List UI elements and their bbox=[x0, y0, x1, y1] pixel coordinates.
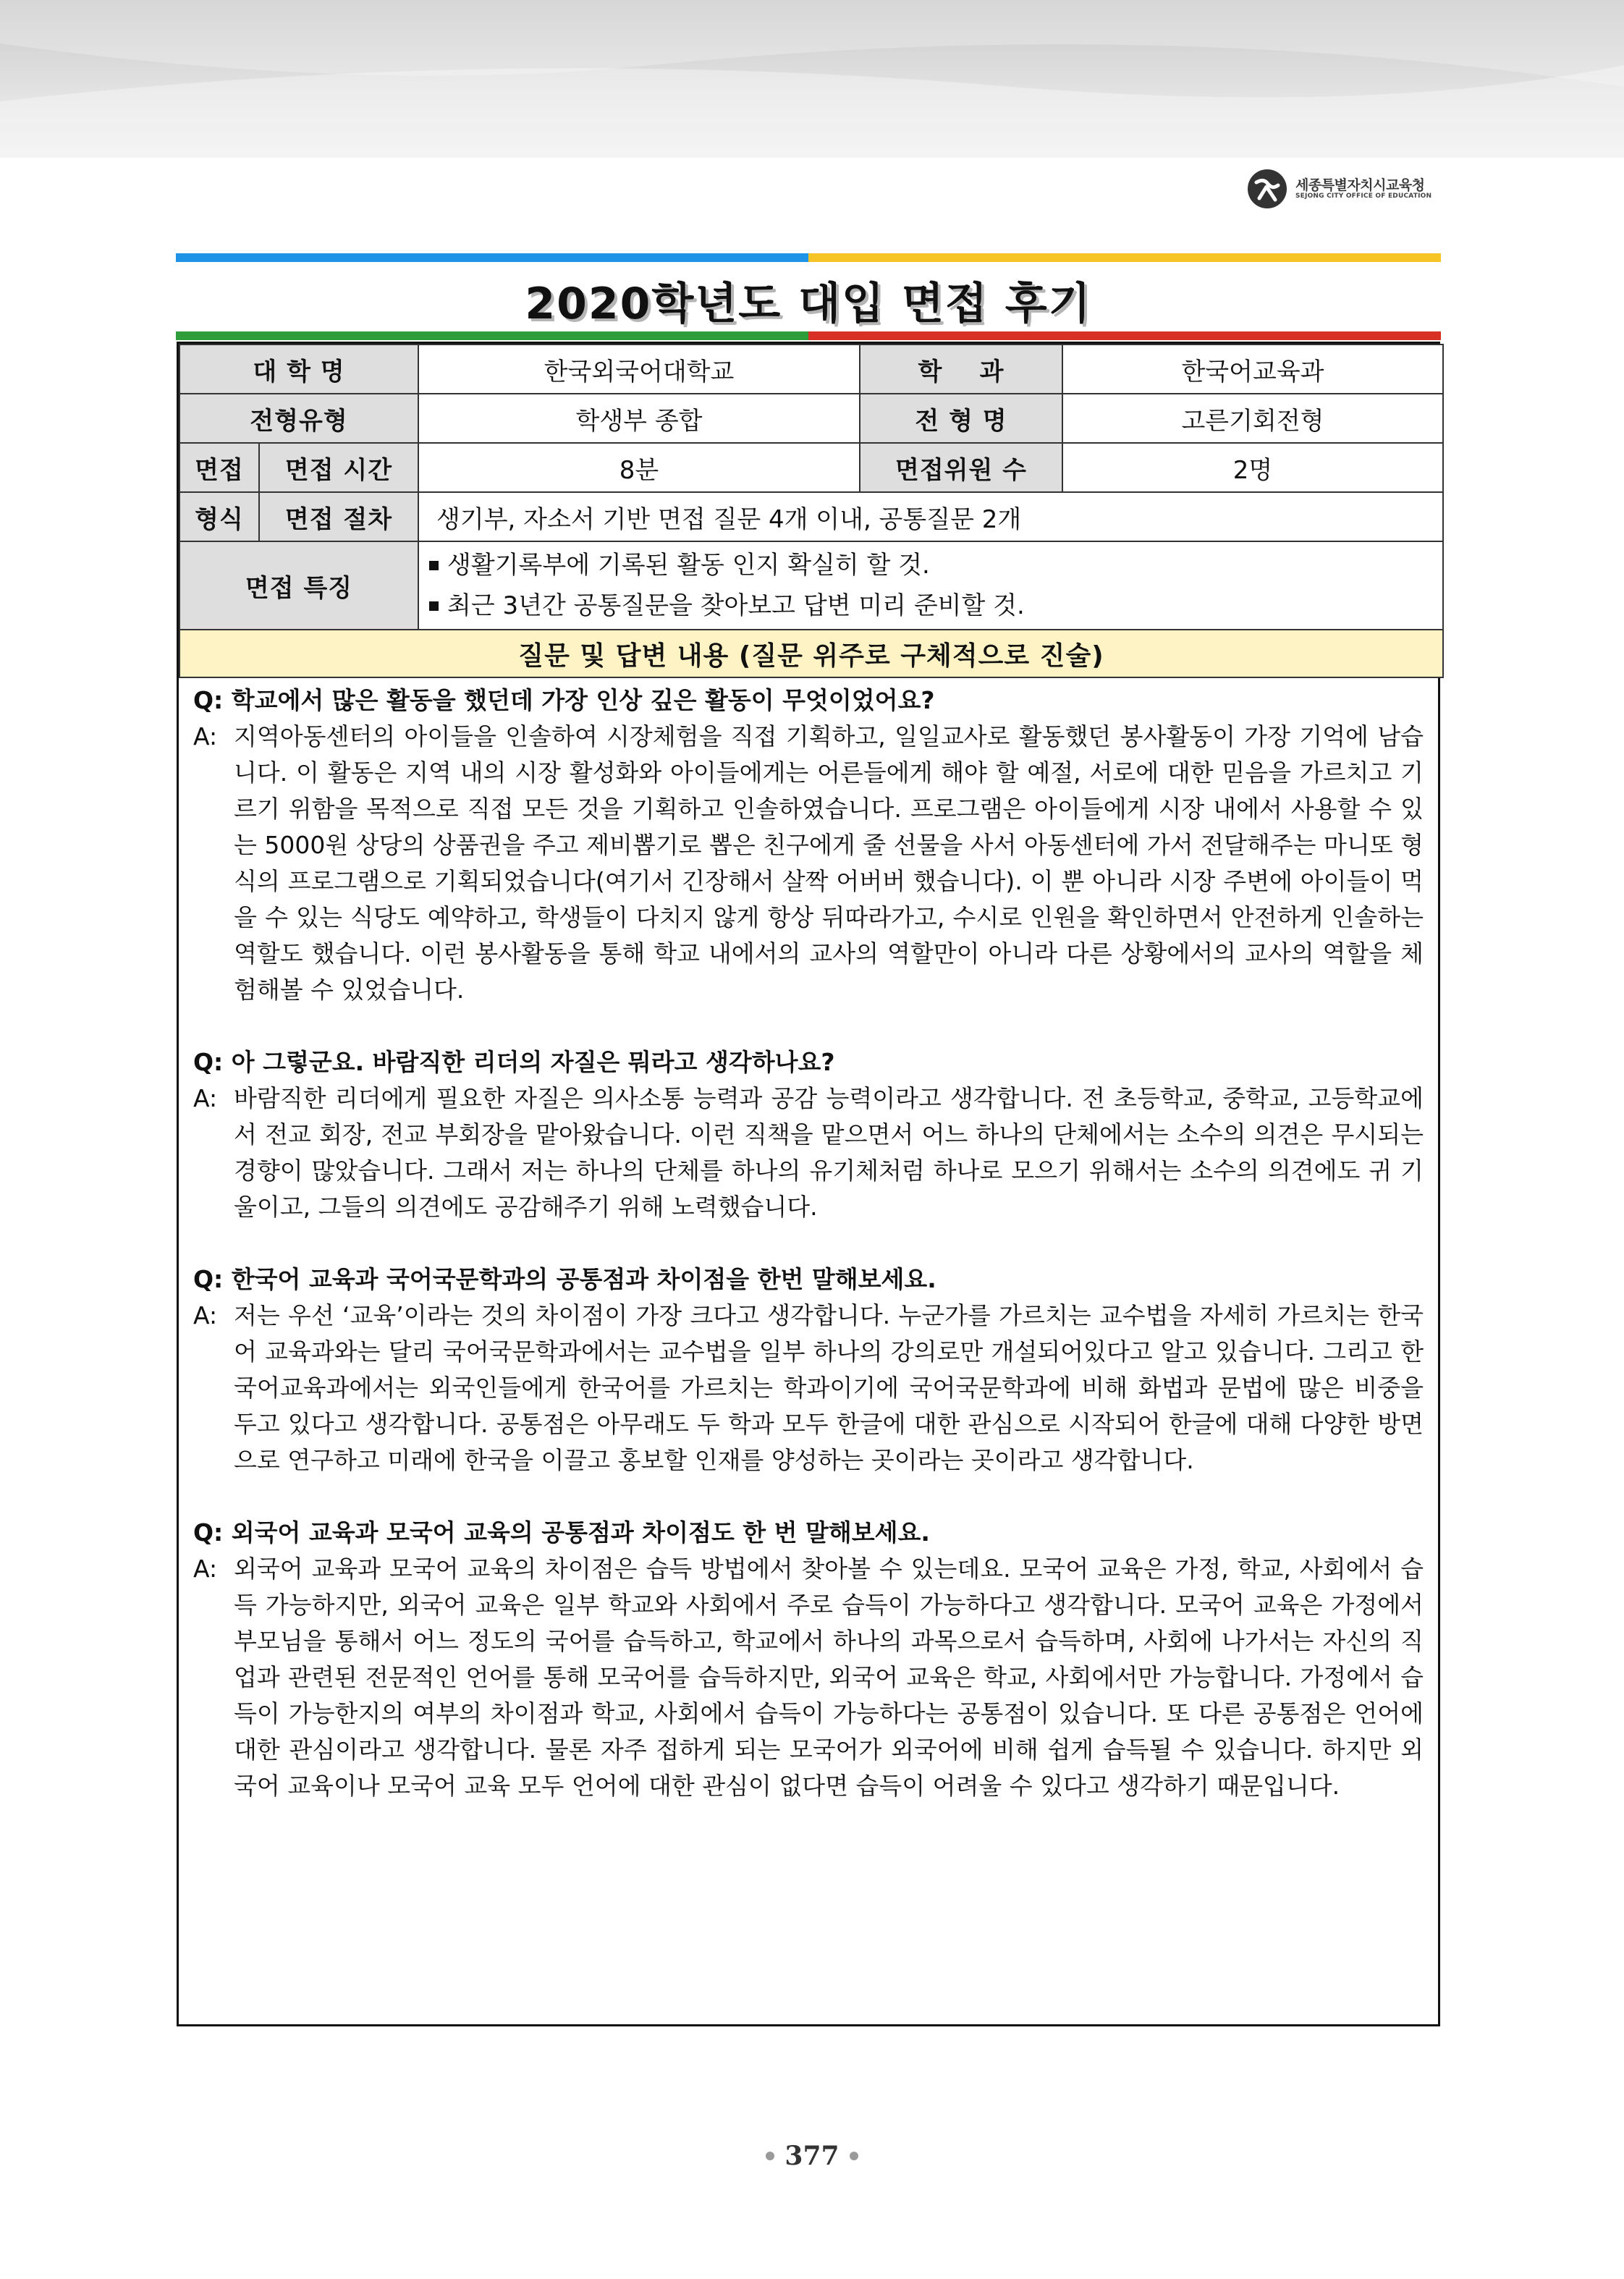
department-value: 한국어교육과 bbox=[1062, 344, 1443, 394]
title-top-bar bbox=[176, 253, 1441, 262]
qa-item bbox=[193, 1515, 1424, 1804]
question: Q: 외국어 교육과 모국어 교육의 공통점과 차이점도 한 번 말해보세요. bbox=[193, 1518, 930, 1547]
dot-icon bbox=[766, 2152, 774, 2160]
admission-name-value: 고른기회전형 bbox=[1062, 394, 1443, 443]
admission-name-label: 전 형 명 bbox=[860, 394, 1062, 443]
sejong-emblem-icon bbox=[1246, 168, 1288, 210]
interviewers-label: 면접위원 수 bbox=[860, 443, 1062, 492]
format-label-bottom: 형식 bbox=[179, 492, 259, 541]
org-name-en: SEJONG CITY OFFICE OF EDUCATION bbox=[1295, 192, 1432, 200]
interviewers-value: 2명 bbox=[1062, 443, 1443, 492]
procedure-value: 생기부, 자소서 기반 면접 질문 4개 이내, 공통질문 2개 bbox=[418, 492, 1443, 541]
question: Q: 아 그렇군요. 바람직한 리더의 자질은 뭐라고 생각하나요? bbox=[193, 1048, 835, 1076]
org-logo bbox=[1246, 168, 1463, 210]
admission-type-label: 전형유형 bbox=[179, 394, 418, 443]
features-label: 면접 특징 bbox=[179, 541, 418, 630]
bullet-square-icon bbox=[429, 601, 439, 611]
header-wave-decoration bbox=[0, 0, 1624, 158]
format-label-top: 면접 bbox=[179, 443, 259, 492]
org-name-ko: 세종특별자치시교육청 bbox=[1295, 177, 1425, 193]
time-value: 8분 bbox=[418, 443, 860, 492]
university-value: 한국외국어대학교 bbox=[418, 344, 860, 394]
title-bottom-bar bbox=[176, 331, 1441, 340]
qa-item bbox=[193, 1261, 1424, 1479]
answer: A: 지역아동센터의 아이들을 인솔하여 시장체험을 직접 기획하고, 일일교사로 활동했던 봉사활동이 가장 기억에 남습니다. 이 활동은 지역 내의 시장 활성화와 아이들에게는 어른들에게 해야 할 예절, 서로에 대한 믿음을 가르치고 기르기 위함을 목적으로 직접 모든 것을 기획하고 인솔하였습니다. 프로그램은 아이들에게 시장 내에서 사용할 수 있는 5000원 상당의 상품권을 주고 제비뽑기로 뽑은 친구에게 줄 선물을 사서 아동센터에 가서 전달해주는 마니또 형식의 프로그램으로 기획되었습니다(여기서 긴장해서 살짝 어버버 했습니다). 이 뿐 아니라 시장 주변에 아이들이 먹을 수 있는 식당도 예약하고, 학생들이 다치지 않게 항상 뒤따라가고, 수시로 인원을 확인하면서 안전하게 인솔하는 역할도 했습니다. 이런 봉사활동을 통해 학교 내에서의 교사의 역할만이 아니라 다른 상황에서의 교사의 역할을 체험해볼 수 있었습니다. bbox=[193, 722, 1424, 1004]
feature-item bbox=[429, 545, 1432, 585]
qa-section-header: 질문 및 답변 내용 (질문 위주로 구체적으로 진술) bbox=[179, 630, 1443, 677]
features-list bbox=[418, 541, 1443, 630]
time-label: 면접 시간 bbox=[259, 443, 418, 492]
feature-text: 생활기록부에 기록된 활동 인지 확실히 할 것. bbox=[447, 551, 930, 580]
qa-list bbox=[179, 678, 1438, 1804]
page-number-text: 377 bbox=[784, 2141, 840, 2171]
university-label: 대 학 명 bbox=[179, 344, 418, 394]
answer: A: 외국어 교육과 모국어 교육의 차이점은 습득 방법에서 찾아볼 수 있는데요. 모국어 교육은 가정, 학교, 사회에서 습득 가능하지만, 외국어 교육은 일부 학교와 사회에서 주로 습득이 가능하다고 생각합니다. 모국어 교육은 가정에서 부모님을 통해서 어느 정도의 국어를 습득하고, 학교에서 하나의 과목으로서 습득하며, 사회에 나가서는 자신의 직업과 관련된 전문적인 언어를 통해 모국어를 습득하지만, 외국어 교육은 학교, 사회에서만 가능합니다. 가정에서 습득이 가능한지의 여부의 차이점과 학교, 사회에서 습득이 가능하다는 공통점이 있습니다. 또 다른 공통점은 언어에 대한 관심이라고 생각합니다. 물론 자주 접하게 되는 모국어가 외국어에 비해 쉽게 습득될 수 있습니다. 하지만 외국어 교육이나 모국어 교육 모두 언어에 대한 관심이 없다면 습득이 어려울 수 있다고 생각하기 때문입니다. bbox=[193, 1555, 1424, 1800]
page-title: 2020학년도 대입 면접 후기 bbox=[525, 279, 1092, 329]
dot-icon bbox=[850, 2152, 858, 2160]
info-table bbox=[179, 344, 1444, 678]
answer: A: 저는 우선 ‘교육’이라는 것의 차이점이 가장 크다고 생각합니다. 누군가를 가르치는 교수법을 자세히 가르치는 한국어 교육과와는 달리 국어국문학과에서는 교수법을 일부 하나의 강의로만 개설되어있다고 알고 있습니다. 그리고 한국어교육과에서는 외국인들에게 한국어를 가르치는 학과이기에 국어국문학과에 비해 화법과 문법에 많은 비중을 두고 있다고 생각합니다. 공통점은 아무래도 두 학과 모두 한글에 대한 관심으로 시작되어 한글에 대해 다양한 방면으로 연구하고 미래에 한국을 이끌고 홍보할 인재를 양성하는 곳이라는 곳이라고 생각합니다. bbox=[193, 1301, 1424, 1474]
question: Q: 한국어 교육과 국어국문학과의 공통점과 차이점을 한번 말해보세요. bbox=[193, 1265, 936, 1293]
qa-item bbox=[193, 1044, 1424, 1225]
interview-report bbox=[177, 342, 1440, 2026]
procedure-label: 면접 절차 bbox=[259, 492, 418, 541]
bullet-square-icon bbox=[429, 561, 439, 570]
header-band bbox=[0, 0, 1624, 158]
question: Q: 학교에서 많은 활동을 했던데 가장 인상 깊은 활동이 무엇이었어요? bbox=[193, 686, 935, 714]
answer: A: 바람직한 리더에게 필요한 자질은 의사소통 능력과 공감 능력이라고 생각합니다. 전 초등학교, 중학교, 고등학교에서 전교 회장, 전교 부회장을 맡아왔습니다. 이런 직책을 맡으면서 어느 하나의 단체에서는 소수의 의견은 무시되는 경향이 많았습니다. 그래서 저는 하나의 단체를 하나의 유기체처럼 하나로 모으기 위해서는 소수의 의견에도 귀 기울이고, 그들의 의견에도 공감해주기 위해 노력했습니다. bbox=[193, 1084, 1424, 1221]
department-label: 학 과 bbox=[860, 344, 1062, 394]
page-number bbox=[740, 2138, 884, 2174]
feature-text: 최근 3년간 공통질문을 찾아보고 답변 미리 준비할 것. bbox=[447, 591, 1025, 620]
qa-item bbox=[193, 682, 1424, 1008]
feature-item bbox=[429, 585, 1432, 626]
admission-type-value: 학생부 종합 bbox=[418, 394, 860, 443]
